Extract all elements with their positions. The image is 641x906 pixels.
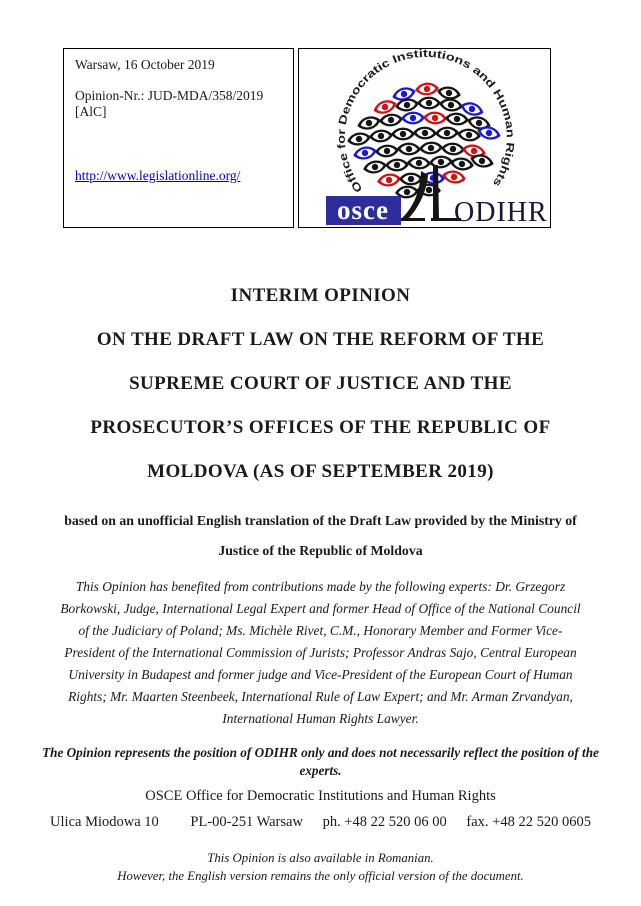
header-logo-cell [298,48,551,228]
footer-line-1: This Opinion is also available in Romanian. [207,851,434,865]
logo-arc-text: Office for Democratic Institutions and Human Rights [335,49,516,195]
title-line: INTERIM OPINION [230,285,411,306]
header-box [63,48,551,228]
opinion-number: Opinion-Nr.: JUD-MDA/358/2019 [AlC] [75,88,264,119]
osce-label: osce [337,195,389,225]
organization-name: OSCE Office for Democratic Institutions and Human Rights [145,788,496,804]
date-line: Warsaw, 16 October 2019 [75,57,215,72]
address-line [0,810,641,834]
document-title [0,274,641,494]
postal-city: PL-00-251 Warsaw [190,814,303,830]
osce-wordmark [326,195,401,225]
title-line: ON THE DRAFT LAW ON THE REFORM OF THE [96,329,545,350]
link-line [75,167,285,185]
disclaimer: The Opinion represents the position of ODIHR only and does not necessarily reflect the position of the experts. [42,745,599,778]
title-line: MOLDOVA (AS OF SEPTEMBER 2019) [147,461,494,482]
odihr-logo [299,49,550,227]
street-address: Ulica Miodowa 10 [50,814,159,830]
footer-note [0,849,641,885]
title-line: PROSECUTOR’S OFFICES OF THE REPUBLIC OF [90,417,551,438]
legislationline-link[interactable]: http://www.legislationline.org/ [75,168,241,183]
experts-note: This Opinion has benefited from contributions made by the following experts: Dr. Grzegorz Borkowski, Judge, International Legal Expert and former Head of Office of the National Council of the Judiciary of Poland; Ms. Michèle Rivet, C.M., Honorary Member and Former Vice-President of the International Commission of Jurists; Professor Andras Sajo, Central European University in Budapest and former judge and Vice-President of the European Court of Human Rights; Mr. Maarten Steenbeek, International Rule of Law Expert; and Mr. Arman Zrvandyan, International Human Rights Lawyer. [60,579,581,726]
subtitle: based on an unofficial English translation of the Draft Law provided by the Ministry of Justice of the Republic of Moldova [64,513,577,558]
phone-number: ph. +48 22 520 06 00 [322,814,447,830]
header-info-cell [63,48,294,228]
fax-number: fax. +48 22 520 0605 [466,814,591,830]
footer-line-2: However, the English version remains the only official version of the document. [117,869,524,883]
title-line: SUPREME COURT OF JUSTICE AND THE [129,373,512,394]
odihr-label: ODIHR [454,197,548,227]
